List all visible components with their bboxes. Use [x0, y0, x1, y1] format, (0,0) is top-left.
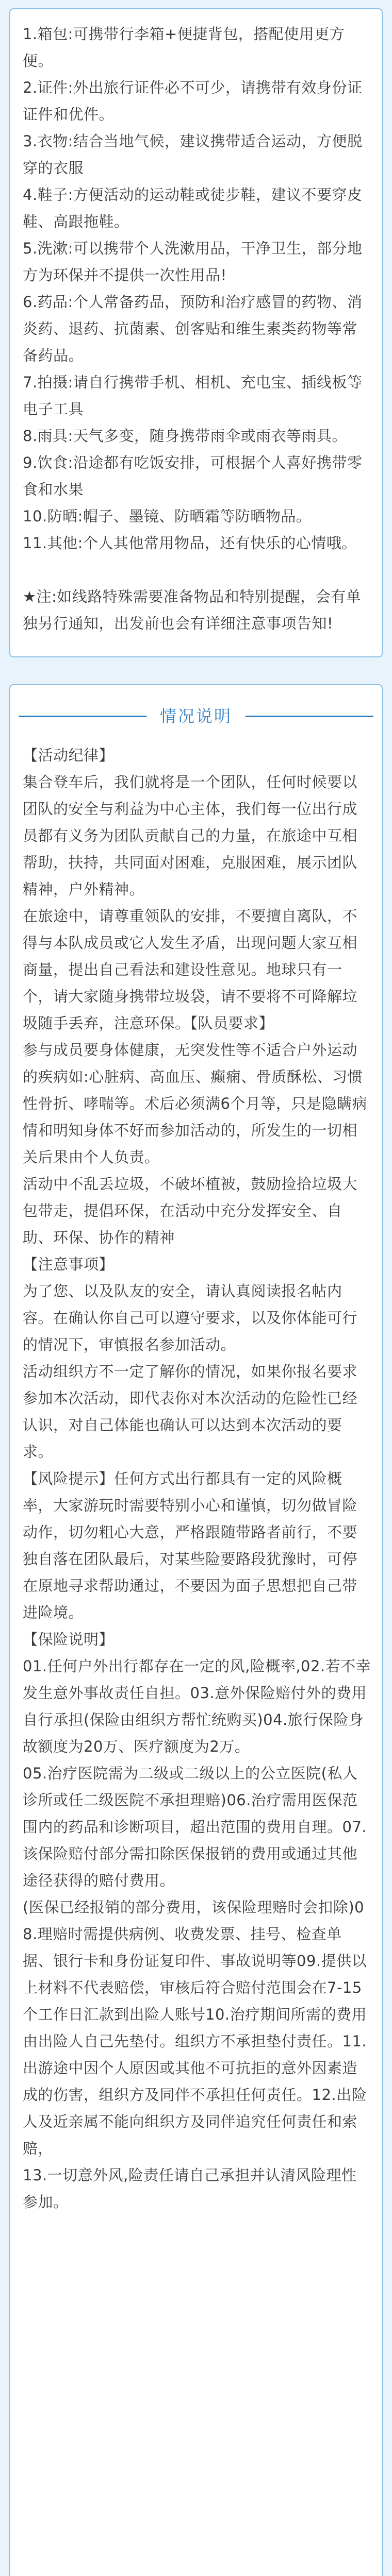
paragraph-risk: 【风险提示】任何方式出行都具有一定的风险概率，大家游玩时需要特别小心和谨慎，切勿做冒险动作，切勿粗心大意，严格跟随带路者前行，不要独自落在团队最后，对某些险要路段犹豫时，可停在原地寻求帮助通过，不要因为面子思想把自己带进险境。: [23, 1470, 358, 1621]
checklist-item-rain-gear: 8.雨具:天气多变，随身携带雨伞或雨衣等雨具。: [23, 427, 347, 445]
paragraph-organizer: 活动组织方不一定了解你的情况，如果你报名要求参加本次活动，即代表你对本次活动的危险性已经认识，对自己体能也确认可以达到本次活动的要求。: [23, 1363, 358, 1461]
checklist-item-clothing: 3.衣物:结合当地气候，建议携带适合运动，方便脱穿的衣服: [23, 132, 363, 177]
checklist-item-shoes: 4.鞋子:方便活动的运动鞋或徒步鞋，建议不要穿皮鞋、高跟拖鞋。: [23, 186, 363, 230]
checklist-item-other: 11.其他:个人其他常用物品，还有快乐的心情哦。: [23, 534, 357, 552]
packing-checklist-panel: [9, 8, 383, 657]
section-title: 情况说明: [146, 702, 246, 731]
checklist-item-luggage: 1.箱包:可携带行李箱+便捷背包，搭配使用更方便。: [23, 25, 345, 70]
checklist-item-medicine: 6.药品:个人常备药品，预防和治疗感冒的药物、消炎药、退药、抗菌素、创客贴和维生素类药物等常备药品。: [23, 293, 363, 364]
situation-panel: [9, 684, 383, 2576]
paragraph-insurance-1: 01.任何户外出行都存在一定的风,险概率,02.若不幸发生意外事故责任自担。03.意外保险赔付外的费用自行承担(保险由组织方帮忙统购买)04.旅行保险身故额度为20万、医疗额度为2万。: [23, 1657, 371, 1755]
paragraph-team: 集合登车后，我们就将是一个团队，任何时候要以团队的安全与利益为中心主体，我们每一位出行成员都有义务为团队贡献自己的力量，在旅途中互相帮助，扶持，共同面对困难，克服困难，展示团队精神，户外精神。: [23, 773, 358, 898]
heading-discipline: 【活动纪律】: [23, 747, 115, 764]
checklist-item-documents: 2.证件:外出旅行证件必不可少，请携带有效身份证证件和优件。: [23, 79, 363, 123]
checklist-item-toiletries: 5.洗漱:可以携带个人洗漱用品，干净卫生，部分地方为环保并不提供一次性用品!: [23, 240, 363, 284]
situation-text: [23, 742, 371, 2215]
paragraph-insurance-4: 13.一切意外风,险责任请自己承担并认清风险理性参加。: [23, 2166, 357, 2211]
section-header: [10, 702, 382, 731]
checklist-note: ★注:如线路特殊需要准备物品和特别提醒，会有单独另行通知，出发前也会有详细注意事项告知!: [23, 588, 362, 632]
packing-checklist: [23, 21, 371, 637]
checklist-item-camera: 7.拍摄:请自行携带手机、相机、充电宝、插线板等电子工具: [23, 374, 363, 418]
heading-notes: 【注意事项】: [23, 1256, 115, 1273]
paragraph-conduct: 在旅途中，请尊重领队的安排，不要擅自离队，不得与本队成员或它人发生矛盾，出现问题大家互相商量，提出自己看法和建设性意见。地球只有一个，请大家随身携带垃圾袋，请不要将不可降解垃圾随手丢弃，注意环保。【队员要求】: [23, 907, 358, 1032]
paragraph-environment: 活动中不乱丢垃圾，不破坏植被，鼓励捡拾垃圾大包带走，提倡环保，在活动中充分发挥安全、自助、环保、协作的精神: [23, 1175, 358, 1246]
paragraph-insurance-2: 05.治疗医院需为二级或二级以上的公立医院(私人诊所或任二级医院不承担理赔)06.治疗需用医保范围内的药品和诊断项目，超出范围的费用自理。07.该保险赔付部分需扣除医保报销的费用或通过其他途径获得的赔付费用。: [23, 1765, 367, 1889]
paragraph-insurance-3: (医保已经报销的部分费用，该保险理赔时会扣除)08.理赔时需提供病例、收费发票、挂号、检查单据、银行卡和身份证复印件、事故说明等09.提供以上材料不代表赔偿，审核后符合赔付范围会在7-15个工作日汇款到出险人账号10.治疗期间所需的费用由出险人自己先垫付。组织方不承担垫付责任。11.出游途中因个人原因或其他不可抗拒的意外因素造成的伤害，组织方及同伴不承担任何责任。12.出险人及近亲属不能向组织方及同伴追究任何责任和索赔，: [23, 1899, 367, 2157]
checklist-item-food: 9.饮食:沿途都有吃饭安排，可根据个人喜好携带零食和水果: [23, 454, 363, 498]
heading-insurance: 【保险说明】: [23, 1631, 115, 1648]
paragraph-health: 参与成员要身体健康，无突发性等不适合户外运动的疾病如:心脏病、高血压、癫痫、骨质酥松、习惯性骨折、哮喘等。术后必须满6个月等，只是隐瞒病情和明知身体不好而参加活动的，所发生的一切相关后果由个人负责。: [23, 1041, 367, 1166]
checklist-item-sun-protection: 10.防晒:帽子、墨镜、防晒霜等防晒物品。: [23, 507, 312, 525]
paragraph-safety: 为了您、以及队友的安全，请认真阅读报名帖内容。在确认你自己可以遵守要求，以及你体能可行的情况下，审慎报名参加活动。: [23, 1282, 358, 1353]
